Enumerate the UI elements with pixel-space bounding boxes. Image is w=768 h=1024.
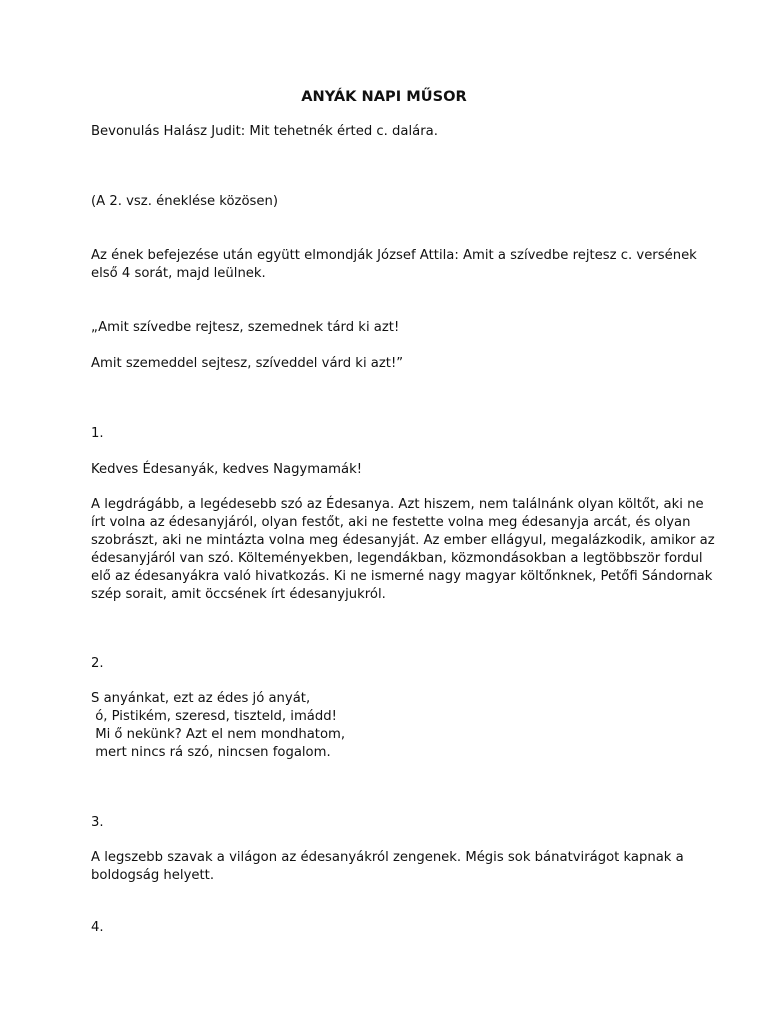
poem-line-4: mert nincs rá szó, nincsen fogalom. xyxy=(91,745,331,760)
after-song-line-1: Az ének befejezése után együtt elmondják József Attila: Amit a szívedbe rejtesz c. versének xyxy=(91,248,697,263)
section-1-greeting: Kedves Édesanyák, kedves Nagymamák! xyxy=(91,462,363,477)
intro-line: Bevonulás Halász Judit: Mit tehetnék érted c. dalára. xyxy=(91,124,438,139)
quote-line-2: Amit szemeddel sejtesz, szíveddel várd ki azt!” xyxy=(91,356,404,371)
poem-line-2: ó, Pistikém, szeresd, tiszteld, imádd! xyxy=(91,709,337,724)
section-3-paragraph-line-2: boldogság helyett. xyxy=(91,868,215,883)
section-2-number: 2. xyxy=(91,656,104,671)
note-line: (A 2. vsz. éneklése közösen) xyxy=(91,194,279,209)
section-1-number: 1. xyxy=(91,426,104,441)
poem-line-1: S anyánkat, ezt az édes jó anyát, xyxy=(91,691,311,706)
section-1-paragraph-line-4: édesanyjáról van szó. Költeményekben, legendákban, közmondásokban a legtöbbször fordul xyxy=(91,551,703,566)
section-1-paragraph-line-6: szép sorait, amit öccsének írt édesanyjukról. xyxy=(91,587,386,602)
section-1-paragraph-line-5: elő az édesanyákra való hivatkozás. Ki ne ismerné nagy magyar költőnknek, Petőfi Sándornak xyxy=(91,569,713,584)
document-title: ANYÁK NAPI MŰSOR xyxy=(301,88,467,105)
section-3-paragraph-line-1: A legszebb szavak a világon az édesanyákról zengenek. Mégis sok bánatvirágot kapnak a xyxy=(91,850,684,865)
poem-line-3: Mi ő nekünk? Azt el nem mondhatom, xyxy=(91,727,346,742)
section-3-number: 3. xyxy=(91,815,104,830)
quote-line-1: „Amit szívedbe rejtesz, szemednek tárd ki azt! xyxy=(91,320,400,335)
section-1-paragraph-line-2: írt volna az édesanyjáról, olyan festőt, aki ne festette volna meg édesanyja arcát, és olyan xyxy=(91,515,691,530)
section-1-paragraph-line-1: A legdrágább, a legédesebb szó az Édesanya. Azt hiszem, nem találnánk olyan költőt, aki ne xyxy=(91,497,704,512)
section-4-number: 4. xyxy=(91,920,104,935)
after-song-line-2: első 4 sorát, majd leülnek. xyxy=(91,266,266,281)
section-1-paragraph-line-3: szobrászt, aki ne mintázta volna meg édesanyját. Az ember ellágyul, megalázkodik, amikor az xyxy=(91,533,715,548)
